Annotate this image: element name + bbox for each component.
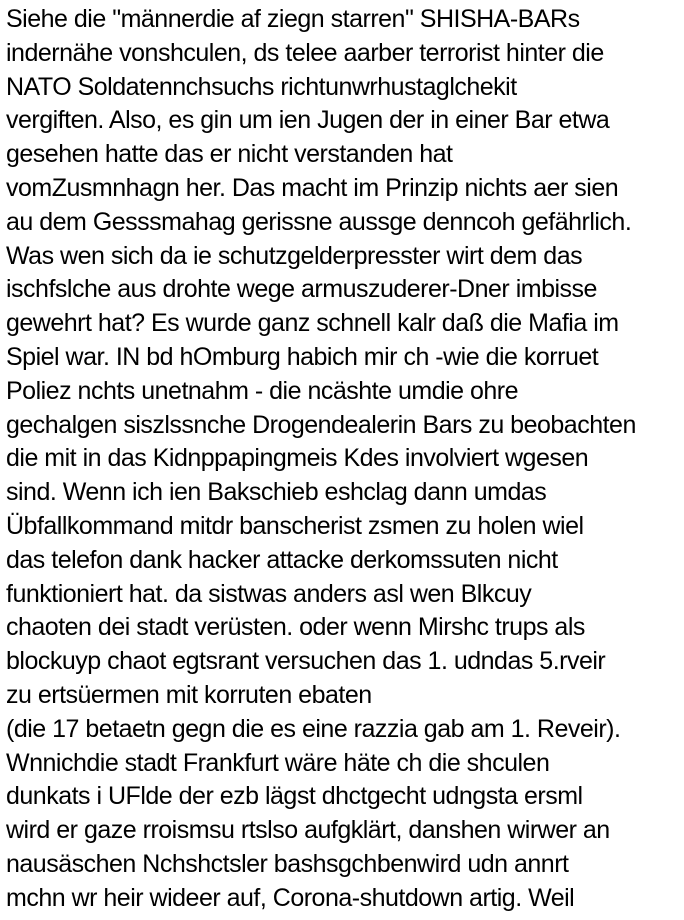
- text-line: Was wen sich da ie schutzgelderpresster wirt dem das: [6, 241, 583, 270]
- text-line: indernähe vonshculen, ds telee aarber terrorist hinter die: [6, 38, 604, 67]
- text-line: Wnnichdie stadt Frankfurt wäre häte ch die shculen: [6, 748, 550, 777]
- text-line: NATO Soldatennchsuchs richtunwrhustaglchekit: [6, 72, 517, 101]
- text-line: sind. Wenn ich ien Bakschieb eshclag dann umdas: [6, 478, 547, 507]
- text-line: Poliez nchts unetnahm - die ncäshte umdie ohre: [6, 376, 519, 405]
- text-line: wird er gaze rroismsu rtslso aufgklärt, danshen wirwer an: [6, 816, 610, 845]
- text-line: Übfallkommand mitdr banscherist zsmen zu holen wiel: [6, 511, 584, 540]
- text-line: Spiel war. IN bd hOmburg habich mir ch -wie die korruet: [6, 342, 599, 371]
- text-line: mchn wr heir wideer auf, Corona-shutdown artig. Weil: [6, 883, 575, 912]
- text-line: blockuyp chaot egtsrant versuchen das 1. udndas 5.rveir: [6, 647, 606, 676]
- text-line: gesehen hatte das er nicht verstanden hat: [6, 140, 453, 169]
- text-line: zu ertsüermen mit korruten ebaten: [6, 680, 372, 709]
- text-line: gewehrt hat? Es wurde ganz schnell kalr daß die Mafia im: [6, 309, 619, 338]
- text-line: ischfslche aus drohte wege armuszuderer-Dner imbisse: [6, 275, 597, 304]
- text-line: gechalgen siszlssnche Drogendealerin Bars zu beobachten: [6, 410, 636, 439]
- text-line: die mit in das Kidnppapingmeis Kdes involviert wgesen: [6, 444, 589, 473]
- text-line: nausäschen Nchshctsler bashsgchbenwird udn annrt: [6, 849, 569, 878]
- text-line: (die 17 betaetn gegn die es eine razzia gab am 1. Reveir).: [6, 714, 621, 743]
- text-line: das telefon dank hacker attacke derkomssuten nicht: [6, 545, 558, 574]
- text-line: vomZusmnhagn her. Das macht im Prinzip nichts aer sien: [6, 173, 619, 202]
- text-line: au dem Gesssmahag gerissne aussge denncoh gefährlich.: [6, 207, 632, 236]
- text-line: dunkats i UFlde der ezb lägst dhctgecht udngsta ersml: [6, 782, 583, 811]
- text-line: vergiften. Also, es gin um ien Jugen der in einer Bar etwa: [6, 106, 610, 135]
- text-line: Siehe die "männerdie af ziegn starren" SHISHA-BARs: [6, 5, 580, 33]
- text-line: chaoten dei stadt verüsten. oder wenn Mirshc trups als: [6, 613, 585, 642]
- text-line: funktioniert hat. da sistwas anders asl wen Blkcuy: [6, 579, 532, 608]
